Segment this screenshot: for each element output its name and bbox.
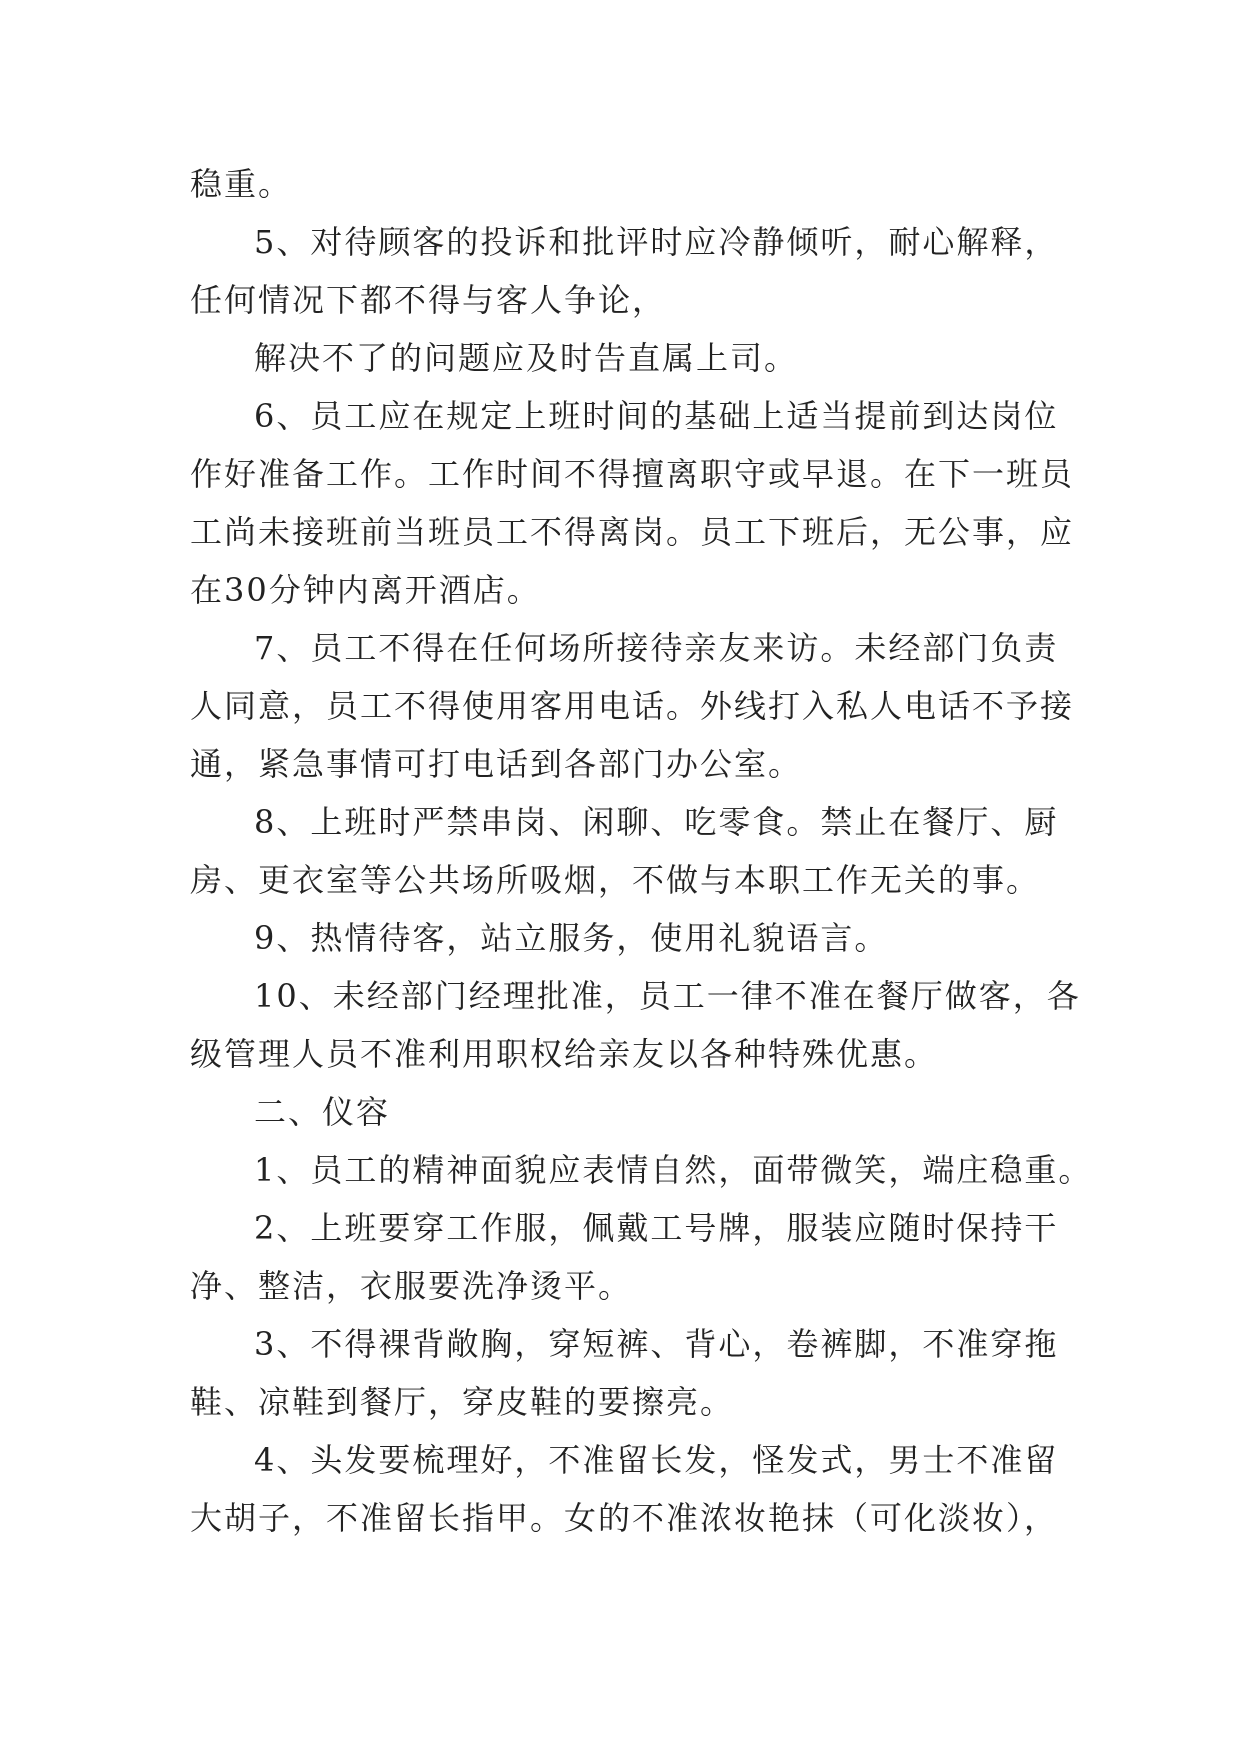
paragraph-line: 9、热情待客，站立服务，使用礼貌语言。 (254, 919, 889, 957)
paragraph-line: 1、员工的精神面貌应表情自然，面带微笑，端庄稳重。 (254, 1151, 1093, 1189)
paragraph-line: 鞋、凉鞋到餐厅，穿皮鞋的要擦亮。 (190, 1383, 735, 1421)
paragraph-line: 4、头发要梳理好，不准留长发，怪发式，男士不准留 (254, 1441, 1059, 1479)
paragraph-line: 房、更衣室等公共场所吸烟，不做与本职工作无关的事。 (190, 861, 1041, 899)
paragraph-line: 稳重。 (190, 165, 293, 203)
paragraph-line: 工尚未接班前当班员工不得离岗。员工下班后，无公事，应 (190, 513, 1075, 551)
paragraph-line: 5、对待顾客的投诉和批评时应冷静倾听，耐心解释， (254, 223, 1059, 261)
paragraph-line: 2、上班要穿工作服，佩戴工号牌，服装应随时保持干 (254, 1209, 1059, 1247)
paragraph-line: 在30分钟内离开酒店。 (190, 571, 541, 609)
section-heading: 二、仪容 (254, 1093, 391, 1131)
paragraph-line: 通，紧急事情可打电话到各部门办公室。 (190, 745, 803, 783)
paragraph-line: 任何情况下都不得与客人争论， (190, 281, 667, 319)
paragraph-line: 大胡子，不准留长指甲。女的不准浓妆艳抹（可化淡妆）， (190, 1499, 1059, 1537)
document-body (190, 155, 1093, 1547)
paragraph-line: 人同意，员工不得使用客用电话。外线打入私人电话不予接 (190, 687, 1075, 725)
paragraph-line: 解决不了的问题应及时告直属上司。 (254, 339, 799, 377)
paragraph-line: 3、不得裸背敞胸，穿短裤、背心，卷裤脚，不准穿拖 (254, 1325, 1059, 1363)
paragraph-line: 8、上班时严禁串岗、闲聊、吃零食。禁止在餐厅、厨 (254, 803, 1059, 841)
paragraph-line: 作好准备工作。工作时间不得擅离职守或早退。在下一班员 (190, 455, 1075, 493)
paragraph-line: 净、整洁，衣服要洗净烫平。 (190, 1267, 633, 1305)
paragraph-line: 7、员工不得在任何场所接待亲友来访。未经部门负责 (254, 629, 1059, 667)
paragraph-line: 10、未经部门经理批准，员工一律不准在餐厅做客，各 (254, 977, 1081, 1015)
paragraph-line: 级管理人员不准利用职权给亲友以各种特殊优惠。 (190, 1035, 939, 1073)
paragraph-line: 6、员工应在规定上班时间的基础上适当提前到达岗位 (254, 397, 1059, 435)
